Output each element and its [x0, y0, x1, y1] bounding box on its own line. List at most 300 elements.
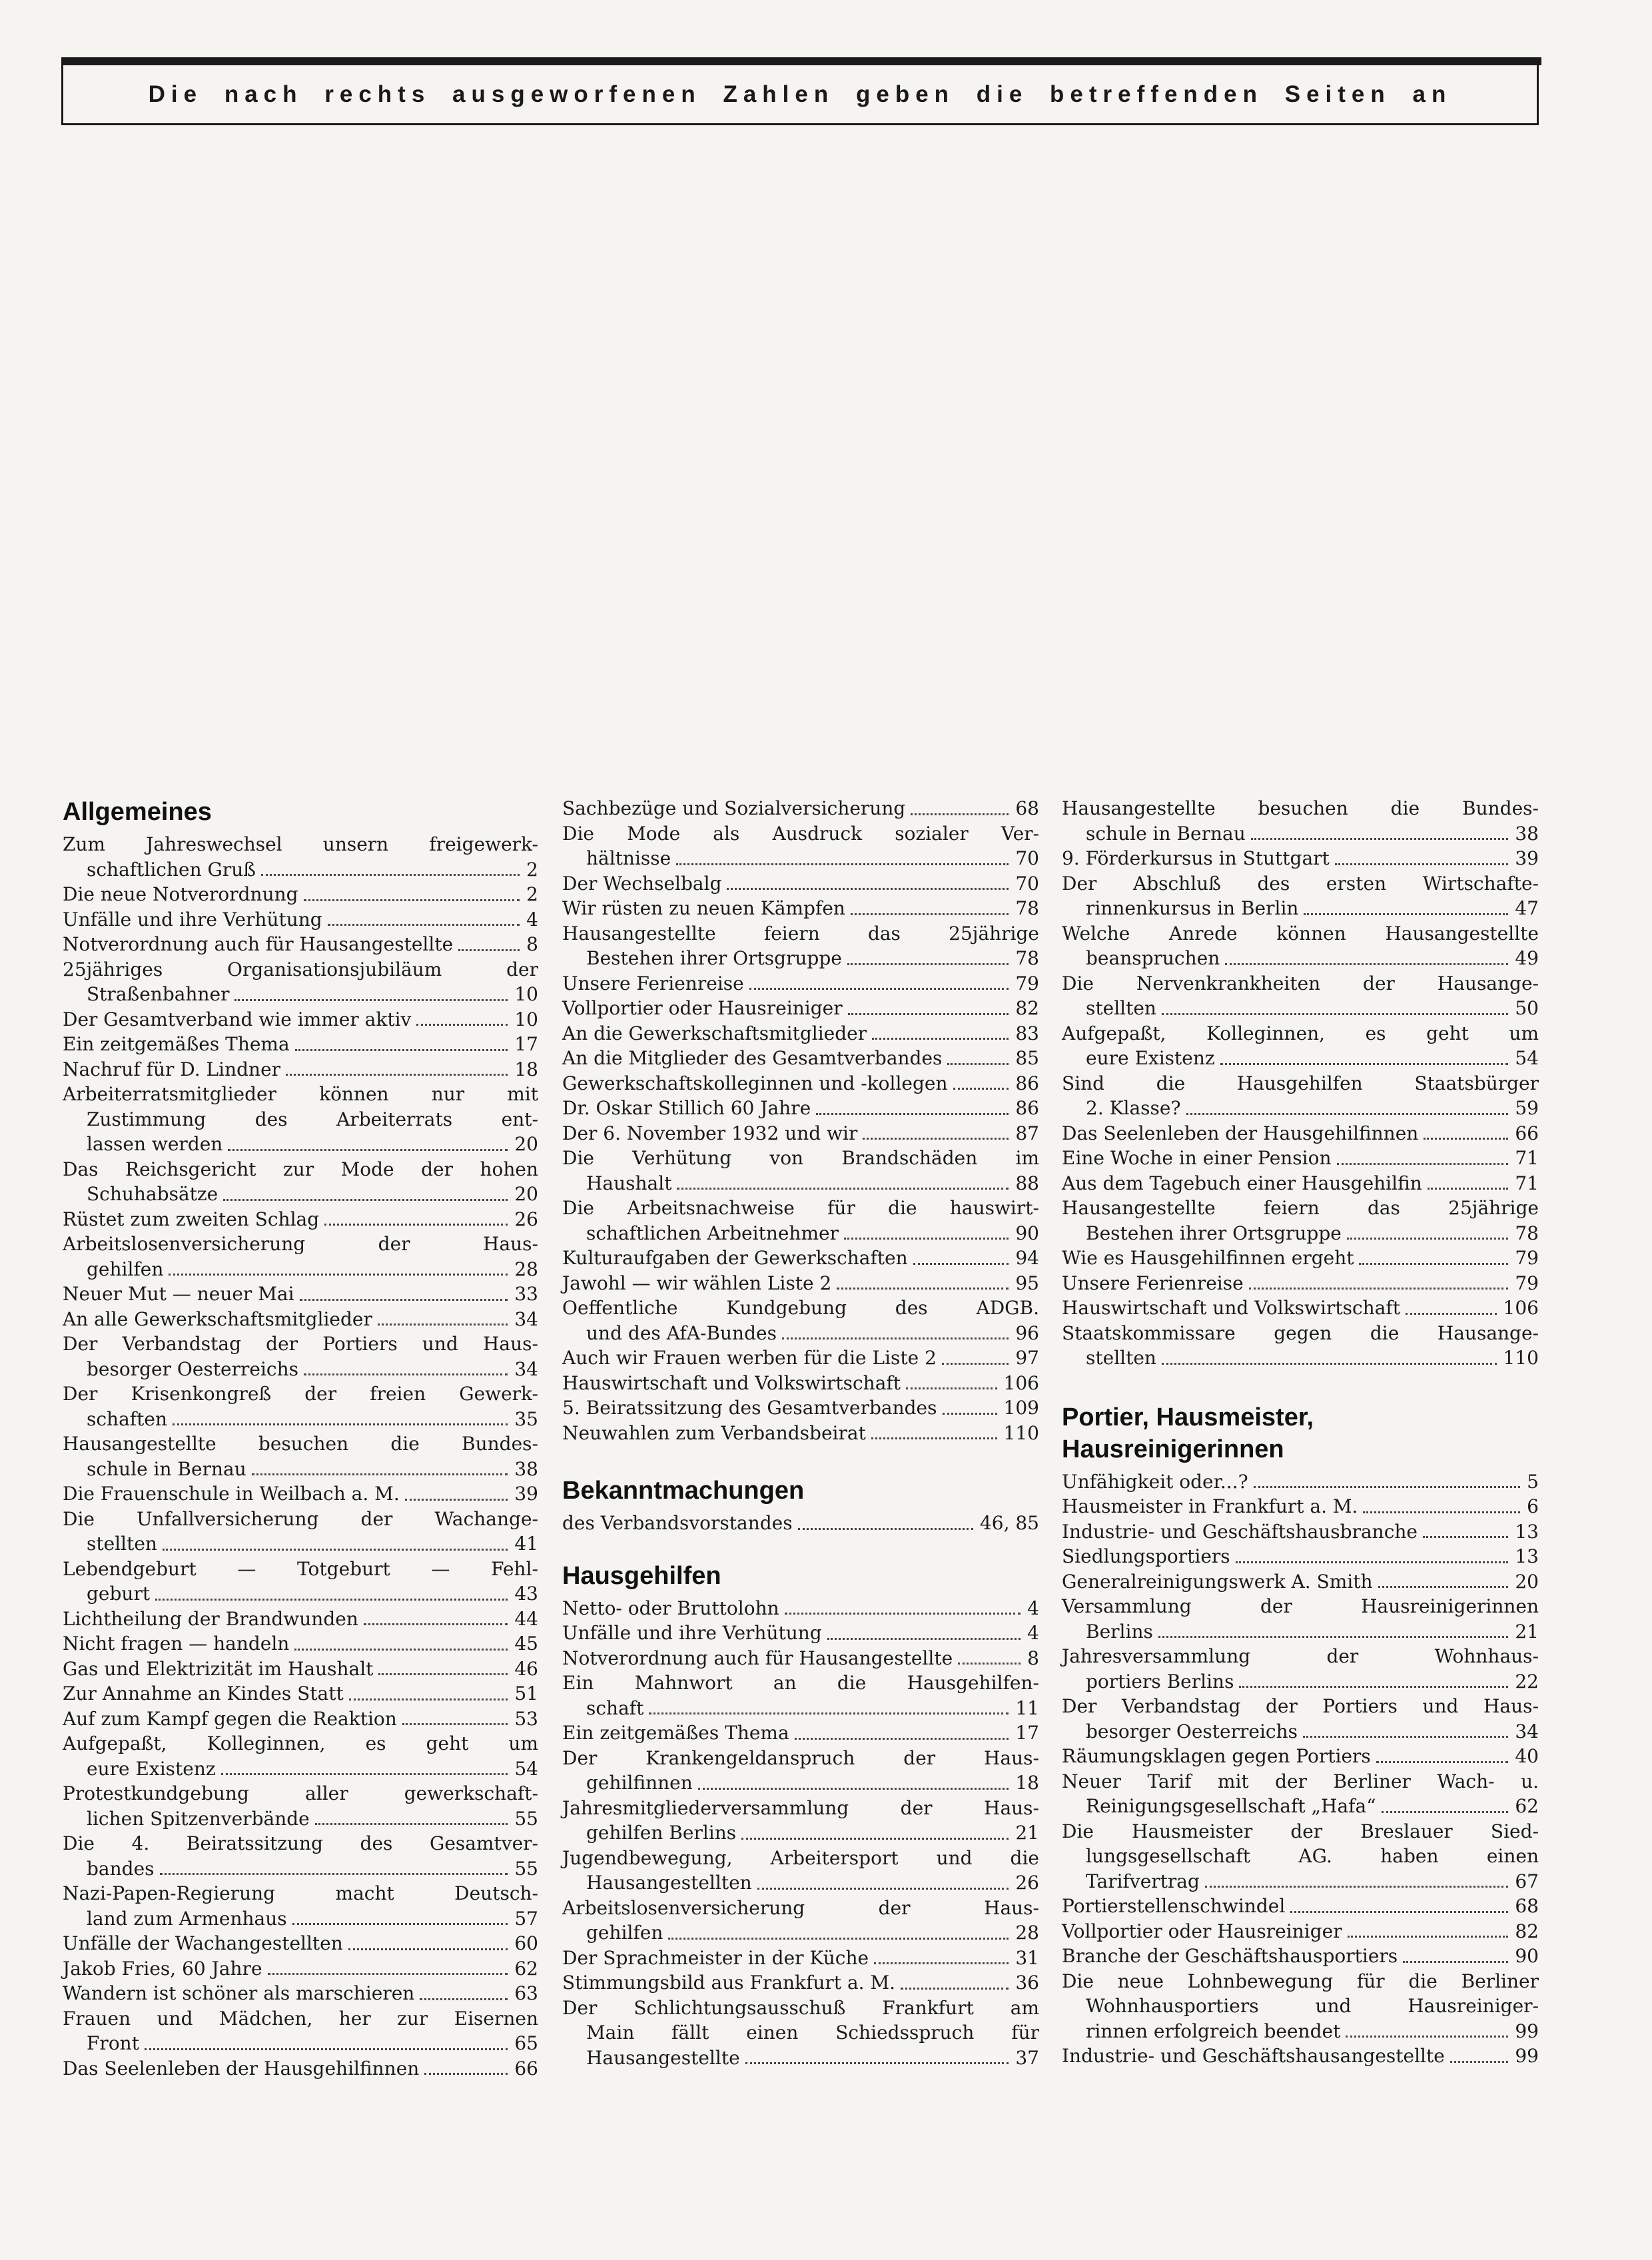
entry-title-line: [63, 1157, 538, 1182]
entry-title: [1062, 1544, 1539, 1569]
index-entry: [63, 2056, 538, 2081]
dot-leader: [160, 1873, 508, 1875]
dot-leader: [958, 1663, 1021, 1665]
index-entry: [63, 1207, 538, 1232]
entry-title-text: Gas und Elektrizität im Haushalt: [63, 1657, 374, 1680]
entry-page: 106: [1003, 1371, 1039, 1394]
entry-page: 6: [1527, 1495, 1539, 1517]
entry-title-line: [63, 1856, 538, 1882]
entry-title-text: Bestehen ihrer Ortsgruppe: [1086, 1222, 1342, 1244]
dot-leader: [155, 1599, 508, 1601]
entry-title-text: Notverordnung auch für Hausangestellte: [562, 1647, 953, 1669]
entry-title-text: Bestehen ihrer Ortsgruppe: [586, 947, 842, 969]
entry-title: [63, 1207, 538, 1232]
entry-title-line: [562, 1321, 1039, 1346]
entry-page: 62: [514, 1957, 538, 1980]
entry-title: [1062, 1919, 1539, 1944]
entry-page: 34: [514, 1357, 538, 1380]
dot-leader: [1450, 2061, 1509, 2063]
entry-page: 13: [1515, 1545, 1539, 1567]
entry-title-text: beanspruchen: [1086, 947, 1220, 969]
index-entry: [1062, 846, 1539, 871]
dot-leader: [221, 1773, 508, 1775]
index-entry: [562, 1371, 1039, 1396]
entry-page: 63: [514, 1982, 538, 2004]
entry-page: 28: [514, 1258, 538, 1280]
entry-title-text: Sind die Hausgehilfen Staatsbürger: [1062, 1072, 1539, 1094]
dot-leader: [947, 1063, 1009, 1065]
entry-title-text: Ein zeitgemäßes Thema: [63, 1033, 290, 1055]
entry-title: [1062, 1894, 1539, 1919]
index-entry: [63, 957, 538, 1007]
entry-title-text: Jawohl — wir wählen Liste 2: [562, 1272, 832, 1294]
entry-title-line: [1062, 1296, 1539, 1321]
entry-title-text: Staatskommissare gegen die Hausange-: [1062, 1321, 1539, 1344]
index-entry: [63, 2006, 538, 2056]
entry-title-text: eure Existenz: [87, 1757, 216, 1780]
dot-leader: [163, 1549, 508, 1551]
entry-title-text: rinnen erfolgreich beendet: [1086, 2020, 1341, 2042]
entry-title-line: [562, 1046, 1039, 1071]
section-heading: Hausgehilfen: [562, 1561, 721, 1590]
entry-title: [562, 1071, 1039, 1096]
entry-title: [63, 907, 538, 933]
dot-leader: [863, 1138, 1009, 1140]
entry-title: [562, 996, 1039, 1021]
entry-title-text: Branche der Geschäftshausportiers: [1062, 1945, 1398, 1967]
dot-leader: [1236, 1561, 1509, 1563]
dot-leader: [292, 1923, 508, 1925]
entry-title-text: schule in Bernau: [1086, 822, 1246, 845]
entry-title-text: Die Mode als Ausdruck sozialer Ver-: [562, 822, 1039, 845]
entry-page: 4: [1027, 1597, 1039, 1619]
entry-title-text: rinnenkursus in Berlin: [1086, 897, 1299, 919]
entry-title: [562, 1371, 1039, 1396]
index-entry: [1062, 1519, 1539, 1545]
dot-leader: [295, 1049, 508, 1051]
entry-title-text: 5. Beiratssitzung des Gesamtverbandes: [562, 1397, 937, 1419]
dot-leader: [424, 2073, 508, 2075]
entry-title: [1062, 921, 1539, 971]
entry-title: [1062, 2044, 1539, 2069]
entry-title: [562, 1121, 1039, 1146]
entry-title-text: Notverordnung auch für Hausangestellte: [63, 933, 454, 955]
entry-title-line: [1062, 1694, 1539, 1719]
entry-page: 38: [1515, 822, 1539, 845]
entry-title-text: Straßenbahner: [87, 983, 230, 1005]
entry-page: 38: [514, 1457, 538, 1480]
entry-title-line: [63, 932, 538, 957]
entry-title-text: Main fällt einen Schiedsspruch für: [586, 2022, 1039, 2044]
entry-title-line: [1062, 896, 1539, 921]
entry-title: [562, 1671, 1039, 1720]
entry-page: 13: [1515, 1520, 1539, 1543]
index-entry: [1062, 1121, 1539, 1146]
entry-title: [63, 1032, 538, 1057]
entry-title-text: Portierstellenschwindel: [1062, 1895, 1286, 1917]
index-entry: [562, 1970, 1039, 1996]
entry-title-line: [63, 957, 538, 982]
entry-page: 85: [1015, 1047, 1039, 1069]
entry-title-line: [1062, 1171, 1539, 1196]
entry-title-line: [1062, 1644, 1539, 1669]
entry-page: 71: [1515, 1172, 1539, 1194]
index-section: [562, 796, 1039, 1445]
entry-title: [562, 1096, 1039, 1121]
entry-title-line: [63, 1981, 538, 2006]
entry-title: [1062, 1769, 1539, 1819]
index-entry: [1062, 921, 1539, 971]
entry-page: 21: [1515, 1620, 1539, 1643]
index-entry: [63, 1831, 538, 1881]
entry-page: 47: [1515, 897, 1539, 919]
entry-title-line: [63, 1207, 538, 1232]
dot-leader: [668, 1938, 1009, 1940]
entry-title-text: Die Unfallversicherung der Wachange-: [63, 1507, 538, 1530]
index-entry: [1062, 1246, 1539, 1271]
index-entry: [562, 1996, 1039, 2071]
entry-title-text: Wir rüsten zu neuen Kämpfen: [562, 897, 845, 919]
index-section: [562, 1475, 1039, 1536]
entry-title: [1062, 1146, 1539, 1171]
entry-title-line: [562, 1646, 1039, 1671]
entry-title: [1062, 1246, 1539, 1271]
entry-title: [562, 1996, 1039, 2071]
entry-page: 26: [514, 1208, 538, 1230]
dot-leader: [1251, 838, 1509, 840]
index-entry: [1062, 1644, 1539, 1694]
entry-title-text: Das Seelenleben der Hausgehilfinnen: [1062, 1122, 1419, 1144]
entry-title-text: Der Verbandstag der Portiers und Haus-: [63, 1333, 538, 1355]
entry-page: 53: [514, 1707, 538, 1730]
index-entry: [562, 796, 1039, 821]
entry-title-text: Tarifvertrag: [1086, 1870, 1200, 1892]
entry-title-line: [562, 821, 1039, 847]
entry-page: 78: [1015, 947, 1039, 969]
index-entry: [63, 882, 538, 907]
entry-page: 95: [1015, 1272, 1039, 1294]
dot-leader: [268, 1973, 508, 1975]
entry-page: 99: [1515, 2020, 1539, 2042]
entry-title: [1062, 1469, 1539, 1495]
entry-page: 44: [514, 1607, 538, 1630]
dot-leader: [1304, 913, 1508, 915]
index-entry: [562, 1796, 1039, 1846]
entry-title: [63, 882, 538, 907]
entry-title: [1062, 1569, 1539, 1595]
entry-title-text: Berlins: [1086, 1620, 1153, 1643]
entry-title: [562, 1046, 1039, 1071]
dot-leader: [145, 2048, 508, 2050]
index-entry: [63, 1981, 538, 2006]
entry-title-text: Zum Jahreswechsel unsern freigewerk-: [63, 833, 538, 855]
entry-title-line: [562, 1870, 1039, 1896]
entry-title-line: [63, 1381, 538, 1407]
index-column-2: [562, 796, 1039, 2070]
entry-title-text: und des AfA-Bundes: [586, 1321, 777, 1344]
entry-page: 8: [1027, 1647, 1039, 1669]
entry-title: [63, 1232, 538, 1282]
entry-page: 83: [1015, 1022, 1039, 1044]
entry-page: 59: [1515, 1097, 1539, 1119]
index-entry: [562, 1146, 1039, 1196]
index-entry: [63, 1631, 538, 1657]
dot-leader: [1424, 1138, 1508, 1140]
entry-title-line: [562, 1820, 1039, 1846]
entry-title: [1062, 846, 1539, 871]
entry-title-line: [1062, 1719, 1539, 1744]
index-entry: [562, 1511, 1039, 1536]
entry-title-line: [562, 1246, 1039, 1271]
dot-leader: [1423, 1536, 1508, 1538]
entry-title: [562, 871, 1039, 897]
entry-page: 65: [514, 2032, 538, 2054]
entry-title-line: [562, 1920, 1039, 1946]
entry-title-line: [63, 1607, 538, 1632]
index-entry: [1062, 1469, 1539, 1495]
dot-leader: [1348, 1936, 1509, 1938]
section-heading: Allgemeines: [63, 798, 212, 826]
entry-title-text: Jahresversammlung der Wohnhaus-: [1062, 1645, 1539, 1667]
entry-title-line: [1062, 1196, 1539, 1221]
entry-title-text: Hausangestellte besuchen die Bundes-: [63, 1433, 538, 1455]
entry-title-line: [1062, 1096, 1539, 1121]
entry-title-text: Unsere Ferienreise: [1062, 1272, 1244, 1294]
entry-title-text: Stimmungsbild aus Frankfurt a. M.: [562, 1972, 896, 1994]
entry-title-text: An alle Gewerkschaftsmitglieder: [63, 1308, 372, 1330]
entry-title-text: schaftlichen Gruß: [87, 858, 256, 881]
entry-page: 106: [1503, 1297, 1539, 1319]
entry-page: 62: [1515, 1795, 1539, 1817]
entry-title-text: geburt: [87, 1583, 151, 1605]
page-note-text: Die nach rechts ausgeworfenen Zahlen geben die betreffenden Seiten an: [148, 81, 1452, 107]
dot-leader: [872, 1038, 1009, 1040]
entry-page: 20: [1515, 1570, 1539, 1593]
dot-leader: [223, 1199, 508, 1201]
entry-title: [1062, 871, 1539, 921]
entry-title-text: Die Frauenschule in Weilbach a. M.: [63, 1483, 400, 1505]
entry-title-line: [562, 1071, 1039, 1096]
entry-title: [63, 1331, 538, 1381]
index-entry: [63, 1232, 538, 1282]
entry-page: 43: [514, 1583, 538, 1605]
entry-page: 78: [1515, 1222, 1539, 1244]
entry-title-line: [1062, 1794, 1539, 1819]
entry-title-text: Jugendbewegung, Arbeitersport und die: [562, 1846, 1039, 1869]
entry-title-line: [562, 1296, 1039, 1321]
entry-title-line: [63, 1831, 538, 1856]
entry-title-text: Unfälle der Wachangestellten: [63, 1932, 343, 1954]
entry-title-line: [1062, 1869, 1539, 1894]
dot-leader: [173, 1423, 508, 1425]
entry-title-line: [1062, 1046, 1539, 1071]
entry-title-text: des Verbandsvorstandes: [562, 1512, 793, 1534]
index-entry: [63, 1657, 538, 1682]
entry-title: [562, 1796, 1039, 1846]
index-section: [1062, 796, 1539, 1371]
entry-title-text: Kulturaufgaben der Gewerkschaften: [562, 1247, 908, 1269]
index-entry: [562, 1345, 1039, 1371]
entry-title-text: land zum Armenhaus: [87, 1907, 287, 1930]
entry-title: [562, 1271, 1039, 1296]
entry-page: 2: [526, 858, 538, 881]
entry-title-text: Unfälle und ihre Verhütung: [63, 908, 322, 931]
index-entry: [63, 1431, 538, 1481]
entry-title-line: [63, 1082, 538, 1107]
entry-page: 79: [1515, 1247, 1539, 1269]
entry-title-text: Jakob Fries, 60 Jahre: [63, 1957, 262, 1980]
entry-title: [562, 1021, 1039, 1046]
dot-leader: [1303, 1736, 1508, 1738]
dot-leader: [324, 1224, 508, 1226]
entry-title-line: [63, 1657, 538, 1682]
entry-title-line: [562, 1196, 1039, 1221]
entry-title-line: [1062, 1569, 1539, 1595]
entry-page: 22: [1515, 1670, 1539, 1693]
entry-title-line: [63, 2006, 538, 2032]
index-entry: [562, 1121, 1039, 1146]
entry-title-text: stellten: [1086, 997, 1156, 1019]
entry-page: 94: [1015, 1247, 1039, 1269]
entry-title-line: [63, 1681, 538, 1706]
entry-page: 82: [1515, 1920, 1539, 1942]
index-entry: [1062, 971, 1539, 1021]
entry-title-text: Unsere Ferienreise: [562, 972, 744, 994]
entry-page: 21: [1015, 1822, 1039, 1844]
entry-title-text: gehilfen: [586, 1922, 663, 1944]
entry-title-line: [1062, 1469, 1539, 1495]
entry-title: [562, 1345, 1039, 1371]
entry-title: [63, 1157, 538, 1207]
entry-title-line: [562, 1421, 1039, 1446]
entry-title-line: [562, 871, 1039, 897]
entry-page: 5: [1527, 1470, 1539, 1493]
index-entry: [562, 1096, 1039, 1121]
index-entry: [562, 1720, 1039, 1746]
entry-title-text: Industrie- und Geschäftshausangestellte: [1062, 2045, 1445, 2067]
entry-title: [1062, 1944, 1539, 1969]
entry-title-line: [562, 1271, 1039, 1296]
entry-title-line: [63, 882, 538, 907]
index-entry: [63, 1082, 538, 1157]
entry-title-line: [63, 1507, 538, 1532]
index-entry: [63, 1881, 538, 1931]
index-entry: [63, 1607, 538, 1632]
entry-title-text: Auch wir Frauen werben für die Liste 2: [562, 1347, 937, 1369]
entry-title-line: [562, 1746, 1039, 1771]
index-entry: [63, 1731, 538, 1781]
index-entry: [562, 1271, 1039, 1296]
entry-title-text: Rüstet zum zweiten Schlag: [63, 1208, 320, 1230]
entry-page: 50: [1515, 997, 1539, 1019]
entry-title-line: [63, 1557, 538, 1582]
index-entry: [562, 896, 1039, 921]
entry-title-line: [63, 1881, 538, 1906]
index-entry: [1062, 1919, 1539, 1944]
entry-title-line: [1062, 1519, 1539, 1545]
entry-title-text: Lichtheilung der Brandwunden: [63, 1607, 358, 1630]
dot-leader: [1220, 1063, 1509, 1065]
entry-title: [562, 1196, 1039, 1246]
index-entry: [1062, 1021, 1539, 1071]
entry-title-text: Die 4. Beiratssitzung des Gesamtver-: [63, 1832, 538, 1854]
dot-leader: [727, 888, 1009, 890]
entry-title-line: [1062, 1594, 1539, 1619]
entry-title-line: [562, 1946, 1039, 1971]
index-entry: [63, 1057, 538, 1082]
entry-page: 20: [514, 1133, 538, 1155]
entry-title-text: Jahresmitgliederversammlung der Haus-: [562, 1796, 1039, 1819]
dot-leader: [798, 1528, 973, 1530]
entry-title-text: portiers Berlins: [1086, 1670, 1234, 1693]
entry-title-text: Die neue Notverordnung: [63, 883, 298, 905]
entry-title-line: [63, 1007, 538, 1032]
index-entry: [562, 1621, 1039, 1646]
entry-title: [1062, 1271, 1539, 1296]
index-entry: [562, 1646, 1039, 1671]
index-section: [562, 1560, 1039, 2071]
entry-title-line: [63, 1431, 538, 1457]
entry-title-text: Hausangestellte feiern das 25jährige: [1062, 1197, 1539, 1219]
dot-leader: [749, 988, 1009, 990]
entry-title-text: Die Verhütung von Brandschäden im: [562, 1147, 1039, 1169]
entry-title-text: Das Seelenleben der Hausgehilfinnen: [63, 2057, 420, 2079]
dot-leader: [782, 1337, 1009, 1339]
dot-leader: [1162, 1363, 1497, 1365]
entry-title: [63, 1607, 538, 1632]
dot-leader: [757, 1888, 1009, 1890]
entry-title-line: [1062, 1321, 1539, 1346]
entry-title-line: [1062, 1071, 1539, 1096]
dot-leader: [328, 924, 520, 926]
entry-page: 68: [1515, 1895, 1539, 1917]
index-entry: [1062, 1296, 1539, 1321]
entry-page: 18: [514, 1058, 538, 1080]
entry-page: 86: [1015, 1072, 1039, 1094]
entry-title: [1062, 1644, 1539, 1694]
index-entry: [1062, 1321, 1539, 1371]
entry-title-text: Die Nervenkrankheiten der Hausange-: [1062, 972, 1539, 994]
entry-title-line: [562, 1770, 1039, 1796]
entry-title-line: [562, 1221, 1039, 1246]
entry-title-line: [63, 1706, 538, 1732]
entry-title: [63, 1307, 538, 1332]
entry-title: [63, 1431, 538, 1481]
entry-title-text: besorger Oesterreichs: [1086, 1720, 1298, 1742]
index-entry: [562, 1196, 1039, 1246]
entry-page: 4: [526, 908, 538, 931]
entry-title-text: Wandern ist schöner als marschieren: [63, 1982, 415, 2004]
entry-title-line: [63, 832, 538, 857]
index-column-3: [1062, 796, 1539, 2069]
entry-page: 68: [1015, 797, 1039, 819]
entry-title-text: Protestkundgebung aller gewerkschaft-: [63, 1782, 538, 1804]
dot-leader: [1205, 1886, 1508, 1888]
index-entry: [63, 1381, 538, 1431]
entry-page: 11: [1015, 1696, 1039, 1719]
entry-title-line: [1062, 946, 1539, 971]
entry-title: [562, 1846, 1039, 1896]
entry-title-line: [562, 1696, 1039, 1721]
entry-title: [63, 1781, 538, 1831]
entry-title-text: 25jähriges Organisationsjubiläum der: [63, 958, 538, 980]
entry-title-text: Der Krankengeldanspruch der Haus-: [562, 1746, 1039, 1769]
dot-leader: [349, 1698, 508, 1700]
entry-title: [63, 1831, 538, 1881]
entry-title: [63, 2056, 538, 2081]
entry-page: 55: [514, 1857, 538, 1880]
dot-leader: [1376, 1761, 1509, 1763]
